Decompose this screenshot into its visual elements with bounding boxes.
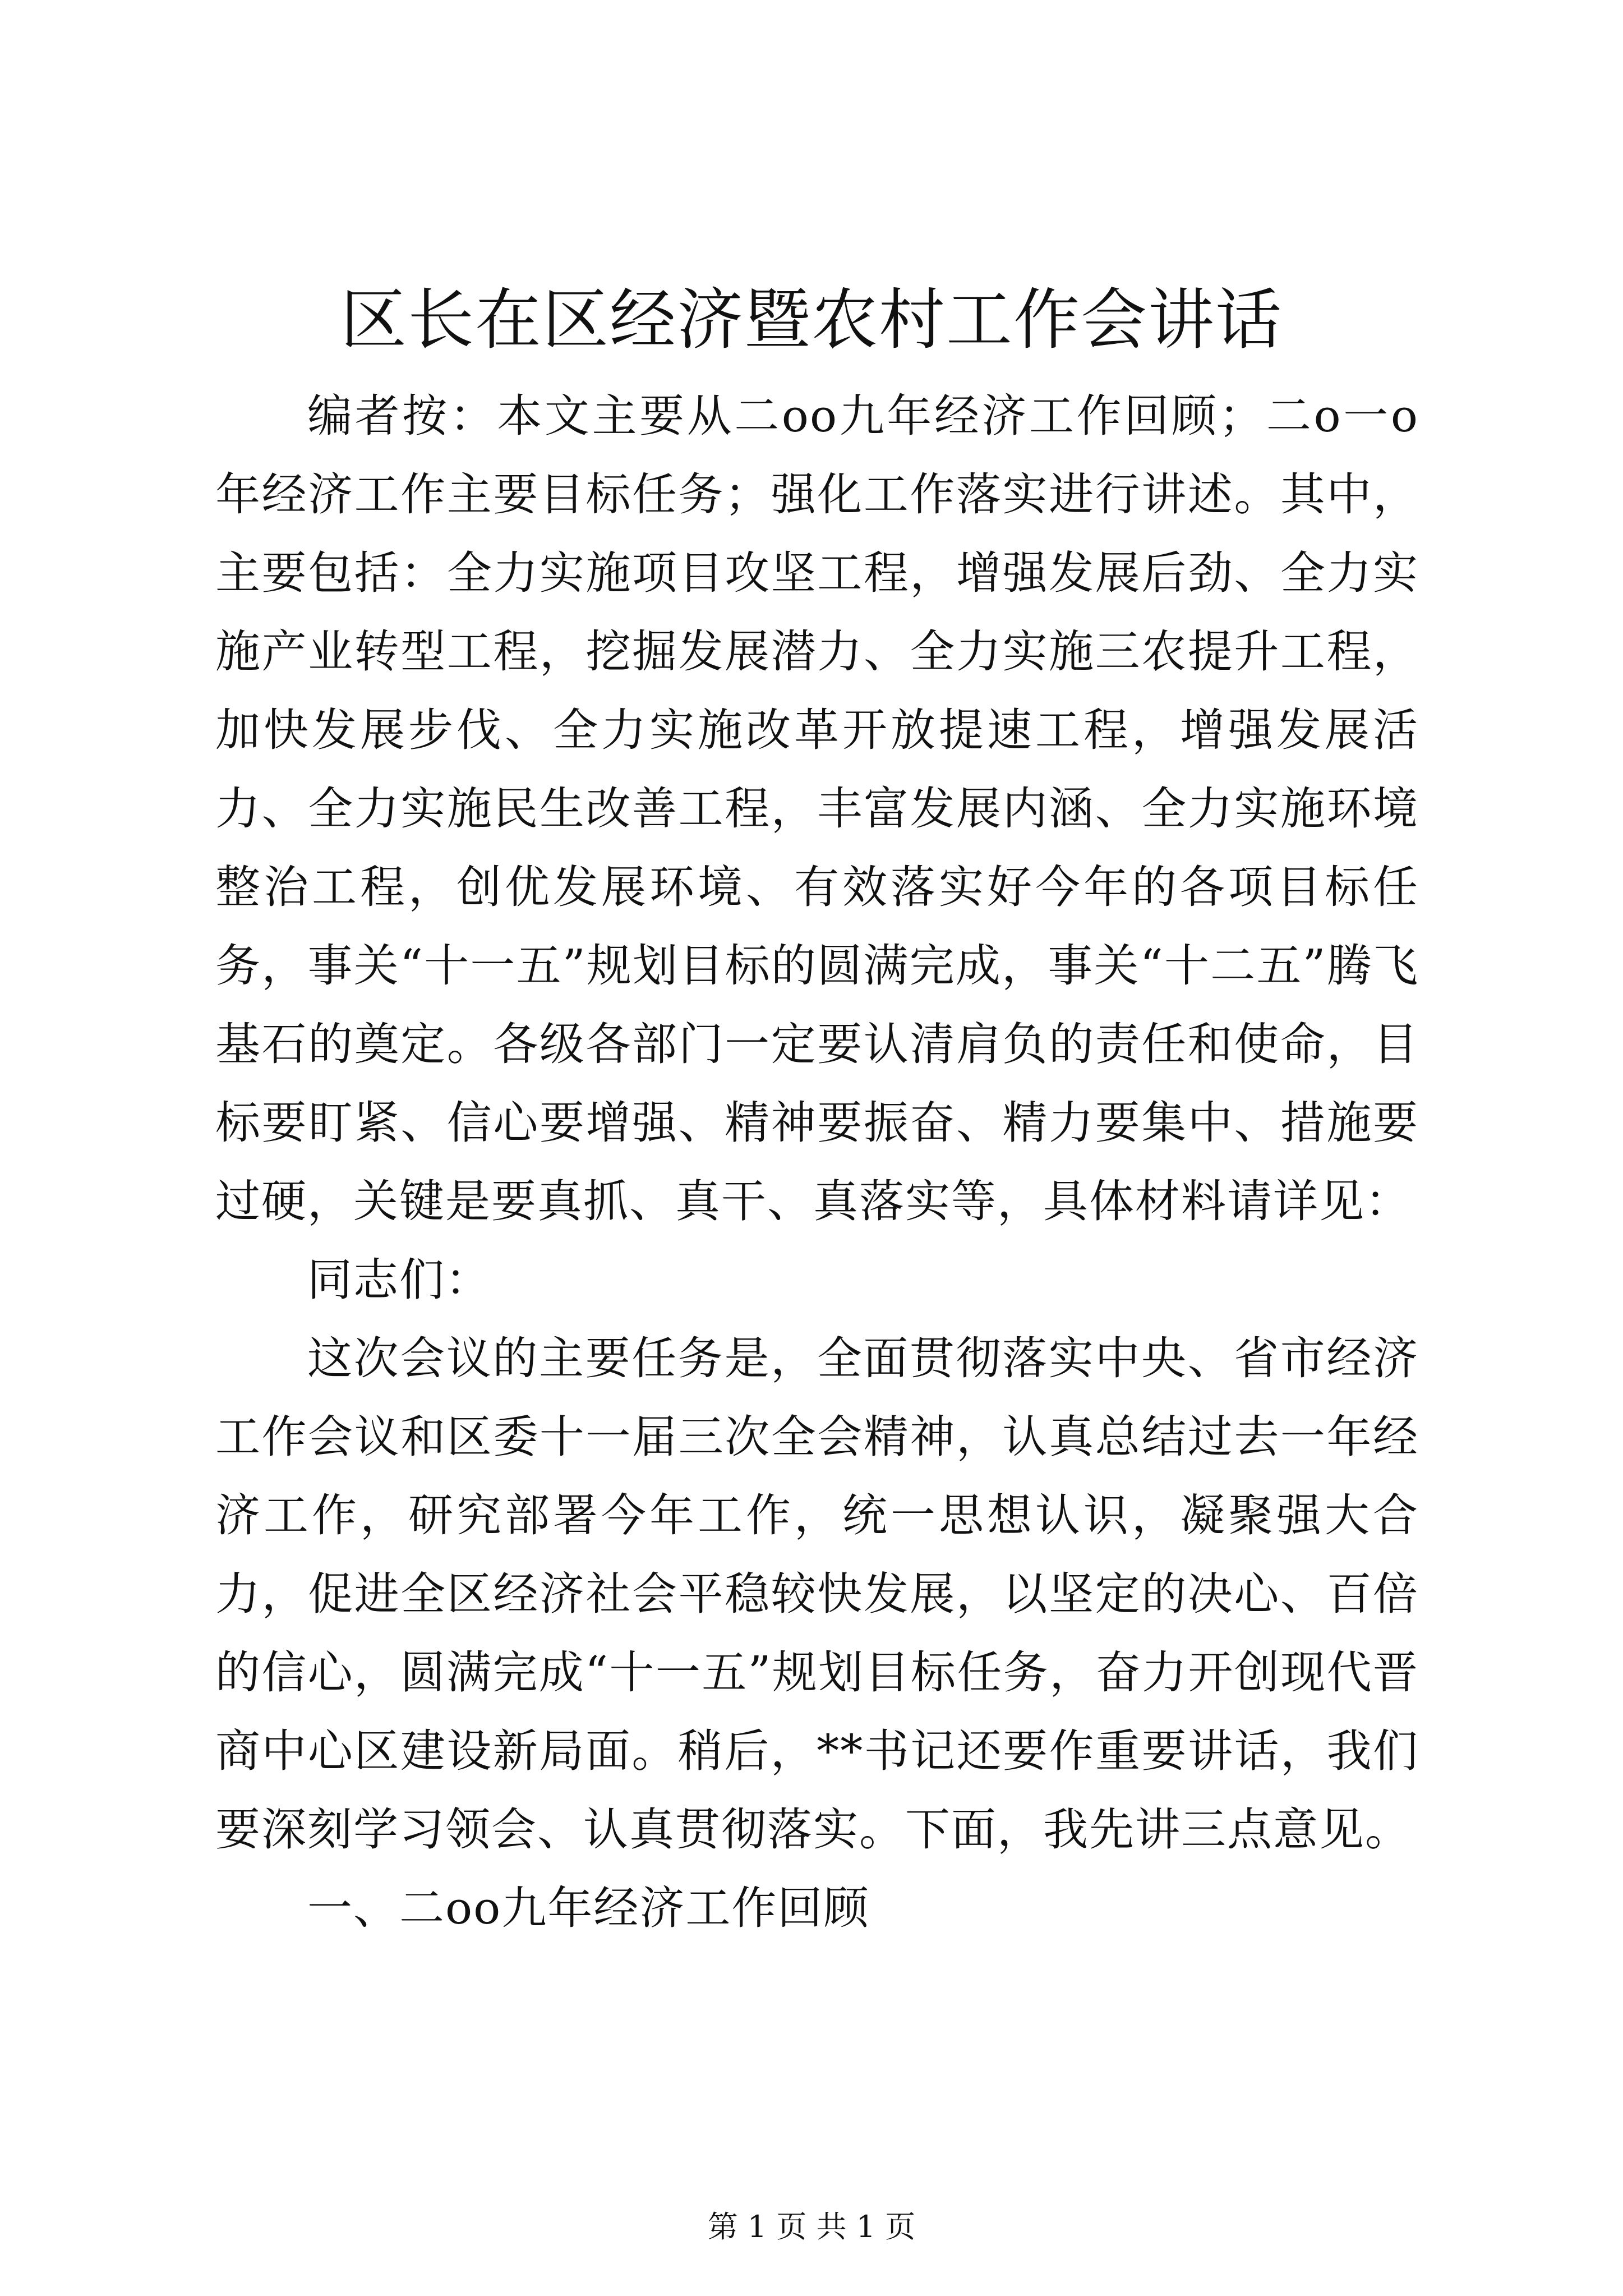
document-body [215, 377, 1419, 1948]
document-title: 区长在区经济暨农村工作会讲话 [340, 281, 1283, 358]
section-heading: 一、二oo九年经济工作回顾 [307, 1882, 870, 1934]
editor-note-paragraph: 编者按：本文主要从二oo九年经济工作回顾；二o一o年经济工作主要目标任务；强化工作落实进行讲述。其中，主要包括：全力实施项目攻坚工程，增强发展后劲、全力实施产业转型工程，挖掘发展潜力、全力实施三农提升工程，加快发展步伐、全力实施改革开放提速工程，增强发展活力、全力实施民生改善工程，丰富发展内涵、全力实施环境整治工程，创优发展环境、有效落实好今年的各项目标任务，事关“十一五”规划目标的圆满完成，事关“十二五”腾飞基石的奠定。各级各部门一定要认清肩负的责任和使命，目标要盯紧、信心要增强、精神要振奋、精力要集中、措施要过硬，关键是要真抓、真干、真落实等，具体材料请详见： [215, 390, 1419, 1227]
meeting-task-paragraph: 这次会议的主要任务是，全面贯彻落实中央、省市经济工作会议和区委十一届三次全会精神，认真总结过去一年经济工作，研究部署今年工作，统一思想认识，凝聚强大合力，促进全区经济社会平稳较快发展，以坚定的决心、百倍的信心，圆满完成“十一五”规划目标任务，奋力开创现代晋商中心区建设新局面。稍后，**书记还要作重要讲话，我们要深刻学习领会、认真贯彻落实。下面，我先讲三点意见。 [215, 1332, 1419, 1856]
page-number-footer: 第 1 页 共 1 页 [707, 2209, 916, 2244]
salutation-paragraph: 同志们： [307, 1254, 491, 1306]
